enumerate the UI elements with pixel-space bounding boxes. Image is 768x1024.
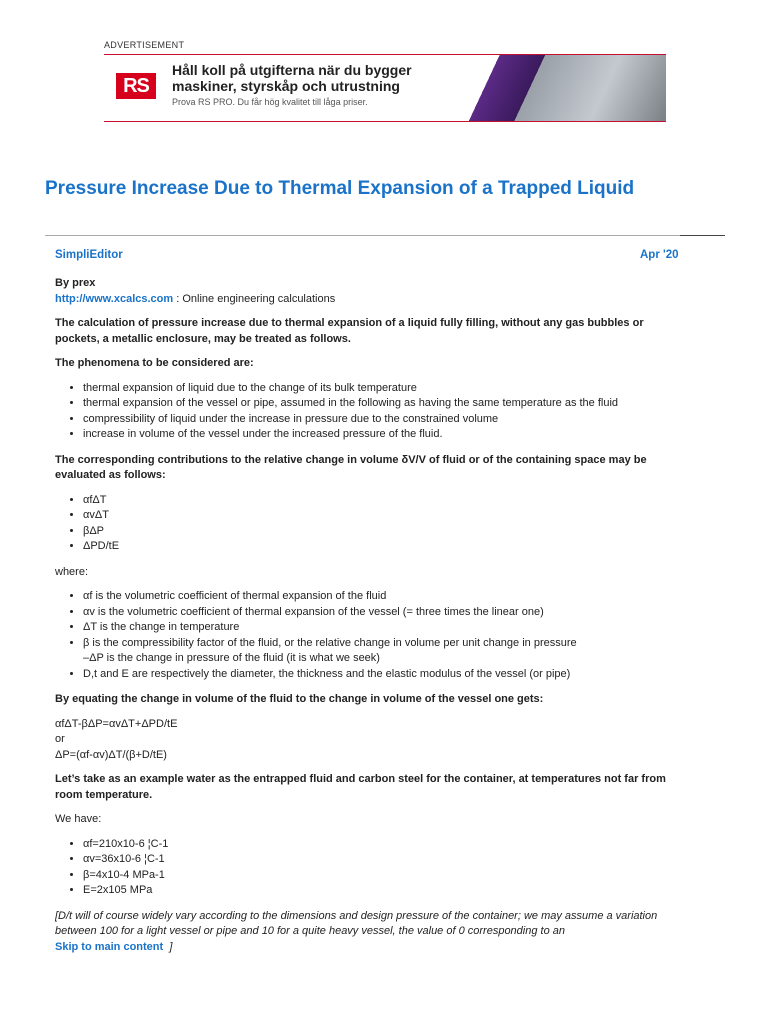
intro-paragraph: The calculation of pressure increase due to thermal expansion of a liquid fully filling, without any gas bubbles or pockets, a metallic enclosure, may be treated as follows. (55, 317, 644, 345)
phenomena-heading: The phenomena to be considered are: (55, 357, 254, 369)
rs-logo: RS (116, 73, 156, 99)
phenomena-list (55, 381, 685, 443)
list-item: • αfΔT (83, 493, 685, 509)
list-item: • D,t and E are respectively the diameter, the thickness and the elastic modulus of the vessel (or pipe) (83, 667, 685, 683)
list-item: • αv=36x10-6 ¦C-1 (83, 852, 685, 868)
ad-product-image (444, 55, 666, 121)
values-list (55, 837, 685, 899)
page-title: Pressure Increase Due to Thermal Expansion of a Trapped Liquid (45, 178, 635, 199)
list-item (83, 636, 685, 667)
source-line (55, 292, 685, 308)
source-link[interactable]: http://www.xcalcs.com (55, 292, 174, 305)
article-body (55, 276, 685, 964)
list-item: • αf is the volumetric coefficient of thermal expansion of the fluid (83, 589, 685, 605)
publish-date: Apr '20 (640, 249, 679, 261)
where-label: where: (55, 565, 89, 578)
list-item: • ΔPD/tE (83, 539, 685, 555)
list-item: • thermal expansion of liquid due to the change of its bulk temperature (83, 381, 685, 397)
definition-delta-p: –ΔP is the change in pressure of the fluid (it is what we seek) (83, 652, 380, 664)
contributions-heading: The corresponding contributions to the relative change in volume δV/V of fluid or of the containing space may be evaluated as follows: (55, 453, 647, 481)
definitions-list (55, 589, 685, 682)
title-divider-accent (680, 235, 725, 236)
ad-headline: Håll koll på utgifterna när du bygger maskiner, styrskåp och utrustning (172, 62, 412, 94)
equation-or: or (55, 733, 65, 745)
we-have-label: We have: (55, 813, 102, 825)
contributions-list (55, 493, 685, 555)
title-divider (45, 235, 725, 236)
advertisement-label: ADVERTISEMENT (104, 40, 185, 50)
note-paragraph (55, 909, 685, 956)
equation-1: αfΔT-βΔP=αvΔT+ΔPD/tE (55, 717, 178, 730)
example-heading: Let’s take as an example water as the entrapped fluid and carbon steel for the container, at temperatures not far from room temperature. (55, 773, 666, 801)
list-item: • αvΔT (83, 508, 685, 524)
byline: By prex (55, 277, 96, 289)
ad-banner[interactable] (104, 54, 666, 122)
note-end: ] (169, 940, 173, 953)
equation-2: ΔP=(αf-αv)ΔT/(β+D/tE) (55, 748, 167, 761)
equating-heading: By equating the change in volume of the fluid to the change in volume of the vessel one gets: (55, 693, 544, 705)
ad-subline: Prova RS PRO. Du får hög kvalitet till låga priser. (172, 97, 368, 107)
list-item: • increase in volume of the vessel under the increased pressure of the fluid. (83, 427, 685, 443)
list-item: • ΔT is the change in temperature (83, 620, 685, 636)
definition-beta: β is the compressibility factor of the fluid, or the relative change in volume per unit change in pressure (83, 636, 577, 649)
list-item: • αv is the volumetric coefficient of thermal expansion of the vessel (= three times the linear one) (83, 605, 685, 621)
author-link[interactable]: SimpliEditor (55, 249, 123, 261)
skip-to-main-content-link[interactable]: Skip to main content (55, 940, 164, 953)
list-item: • βΔP (83, 524, 685, 540)
list-item: • compressibility of liquid under the increase in pressure due to the constrained volume (83, 412, 685, 428)
list-item: • E=2x105 MPa (83, 883, 685, 899)
list-item: • β=4x10-4 MPa-1 (83, 868, 685, 884)
list-item: • αf=210x10-6 ¦C-1 (83, 837, 685, 853)
source-suffix: : Online engineering calculations (173, 292, 336, 305)
equations (55, 717, 685, 764)
list-item: • thermal expansion of the vessel or pipe, assumed in the following as having the same temperature as the fluid (83, 396, 685, 412)
note-text: [D/t will of course widely vary according to the dimensions and design pressure of the container; we may assume a variation between 100 for a light vessel or pipe and 10 for a quite heavy vessel, the value of 0 corresponding to an (55, 909, 658, 937)
